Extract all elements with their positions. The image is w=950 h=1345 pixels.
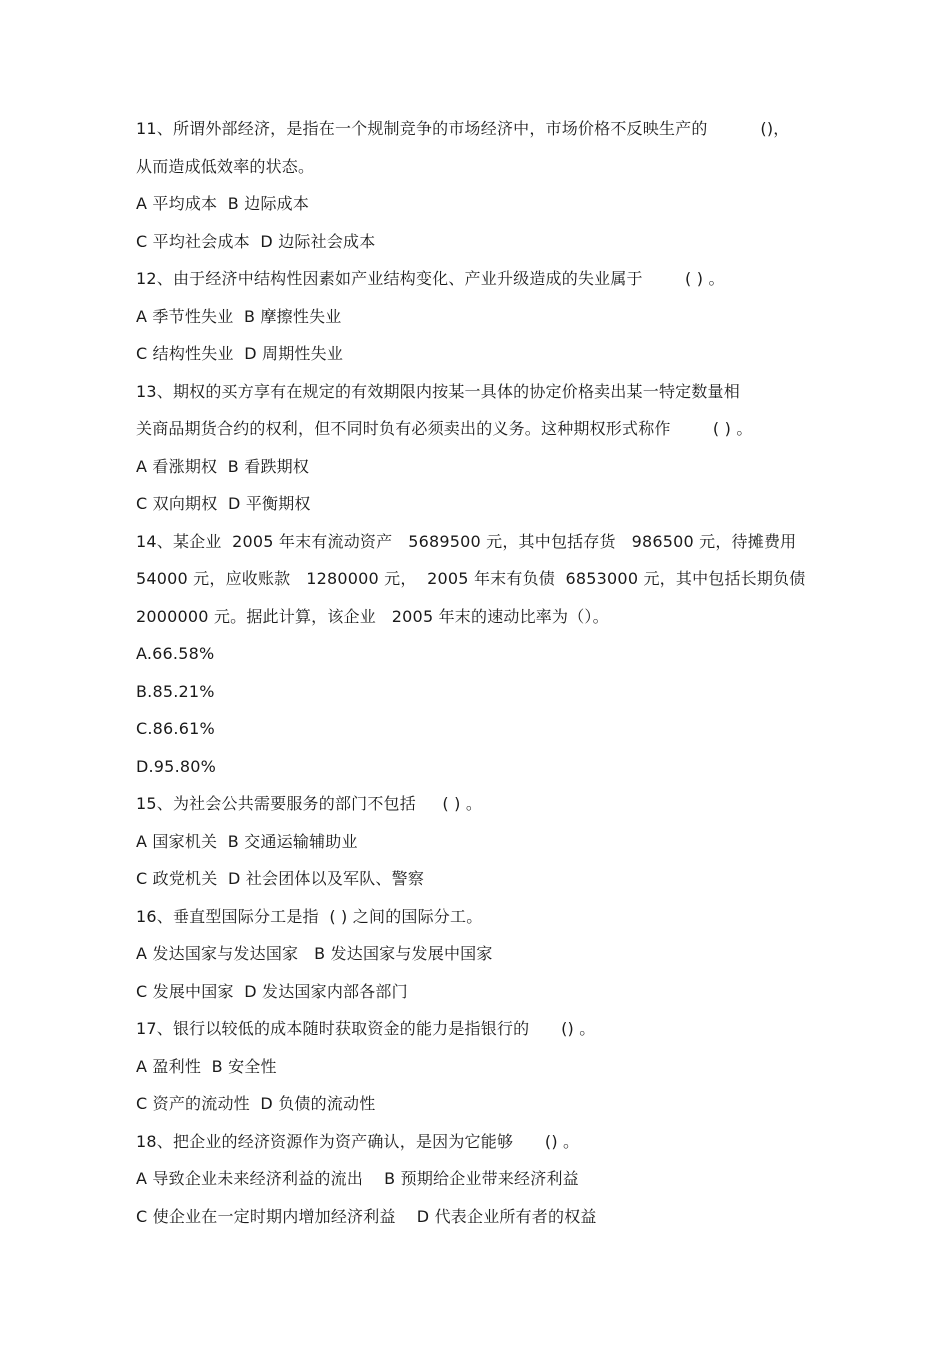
question-15-options-cd: C 政党机关 D 社会团体以及军队、警察: [136, 869, 425, 888]
question-18-stem: 18、把企业的经济资源作为资产确认，是因为它能够 () 。: [136, 1131, 580, 1151]
question-13-stem-line-1: 13、期权的买方享有在规定的有效期限内按某一具体的协定价格卖出某一特定数量相: [136, 381, 740, 401]
question-11-options-cd: C 平均社会成本 D 边际社会成本: [136, 231, 376, 251]
question-18-options-cd: C 使企业在一定时期内增加经济利益 D 代表企业所有者的权益: [136, 1206, 597, 1226]
question-15-options-ab: A 国家机关 B 交通运输辅助业: [136, 831, 358, 851]
question-16-options-ab: A 发达国家与发达国家 B 发达国家与发展中国家: [136, 944, 493, 963]
question-16-options-cd: C 发展中国家 D 发达国家内部各部门: [136, 981, 408, 1001]
question-17-options-cd: C 资产的流动性 D 负债的流动性: [136, 1094, 376, 1113]
question-15-stem: 15、为社会公共需要服务的部门不包括 ( ) 。: [136, 794, 483, 813]
question-11-options-ab: A 平均成本 B 边际成本: [136, 194, 310, 213]
question-14-option-d: D.95.80%: [136, 756, 217, 776]
question-11-stem-line-2: 从而造成低效率的状态。: [136, 156, 315, 176]
question-14-stem-line-1: 14、某企业 2005 年末有流动资产 5689500 元，其中包括存货 986500 元，待摊费用: [136, 531, 797, 551]
question-16-stem: 16、垂直型国际分工是指 ( ) 之间的国际分工。: [136, 906, 483, 926]
question-14-stem-line-3: 2000000 元。据此计算，该企业 2005 年末的速动比率为（）。: [136, 606, 609, 626]
question-11-stem-line-1: 11、所谓外部经济，是指在一个规制竞争的市场经济中，市场价格不反映生产的 ()，: [136, 119, 790, 138]
question-17-options-ab: A 盈利性 B 安全性: [136, 1056, 277, 1076]
question-14-option-c: C.86.61%: [136, 719, 215, 738]
question-12-options-ab: A 季节性失业 B 摩擦性失业: [136, 306, 342, 326]
question-12-stem: 12、由于经济中结构性因素如产业结构变化、产业升级造成的失业属于 ( ) 。: [136, 269, 725, 288]
question-list: [136, 110, 836, 1235]
question-13-options-ab: A 看涨期权 B 看跌期权: [136, 456, 310, 476]
question-17-stem: 17、银行以较低的成本随时获取资金的能力是指银行的 () 。: [136, 1019, 596, 1038]
question-14-stem-line-2: 54000 元，应收账款 1280000 元， 2005 年末有负债 6853000 元，其中包括长期负债: [136, 569, 806, 588]
question-13-stem-line-2: 关商品期货合约的权利，但不同时负有必须卖出的义务。这种期权形式称作 ( ) 。: [136, 419, 753, 438]
question-13-options-cd: C 双向期权 D 平衡期权: [136, 494, 311, 513]
question-14-option-a: A.66.58%: [136, 644, 215, 663]
question-18-options-ab: A 导致企业未来经济利益的流出 B 预期给企业带来经济利益: [136, 1169, 579, 1188]
question-12-options-cd: C 结构性失业 D 周期性失业: [136, 344, 344, 363]
question-14-option-b: B.85.21%: [136, 681, 215, 701]
